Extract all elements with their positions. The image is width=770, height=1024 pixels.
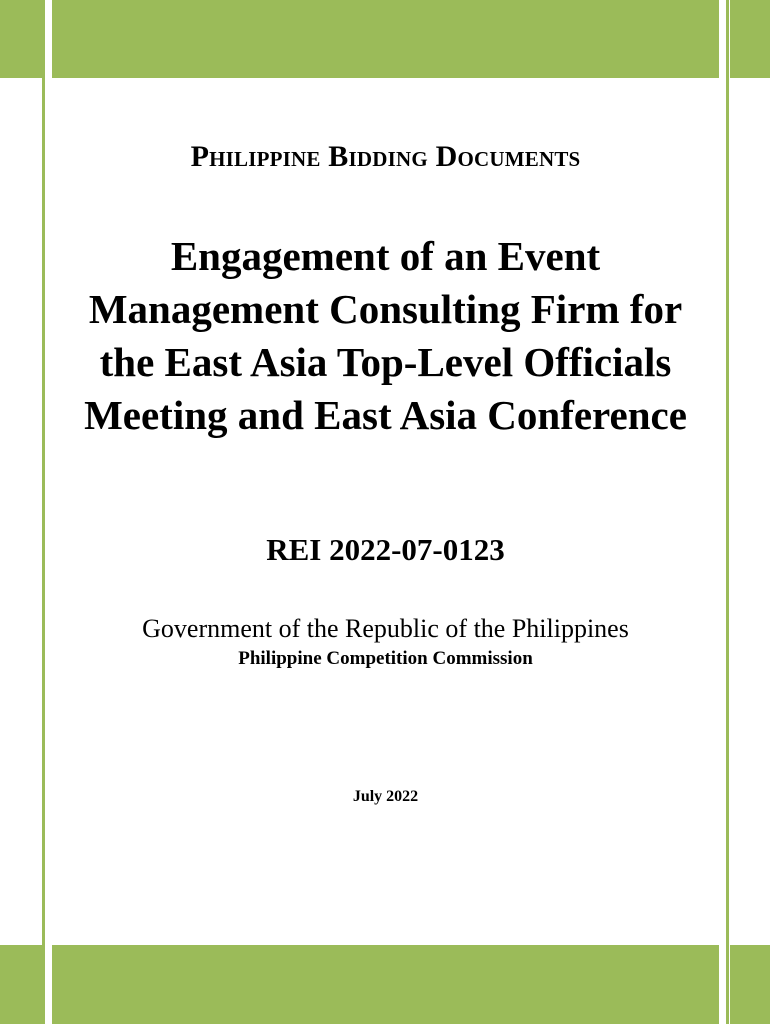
frame-top-left-block	[0, 0, 42, 78]
frame-top-right-block	[730, 0, 770, 78]
agency-name: Philippine Competition Commission	[238, 648, 533, 669]
frame-bottom-right-block	[730, 945, 770, 1024]
government-name: Government of the Republic of the Philippines	[142, 614, 629, 643]
frame-bottom-left-block	[0, 945, 42, 1024]
document-date: July 2022	[352, 788, 419, 805]
frame-top-banner	[52, 0, 719, 78]
frame-left-line	[42, 0, 45, 1024]
reference-number: REI 2022-07-0123	[266, 532, 505, 567]
frame-bottom-banner	[52, 945, 719, 1024]
document-series: Philippine Bidding Documents	[190, 140, 581, 173]
frame-right-line	[726, 0, 729, 1024]
cover-content	[52, 78, 719, 945]
document-title: Engagement of an Event Management Consulting Firm for the East Asia Top-Level Officials Meeting and East Asia Conference	[84, 233, 687, 438]
